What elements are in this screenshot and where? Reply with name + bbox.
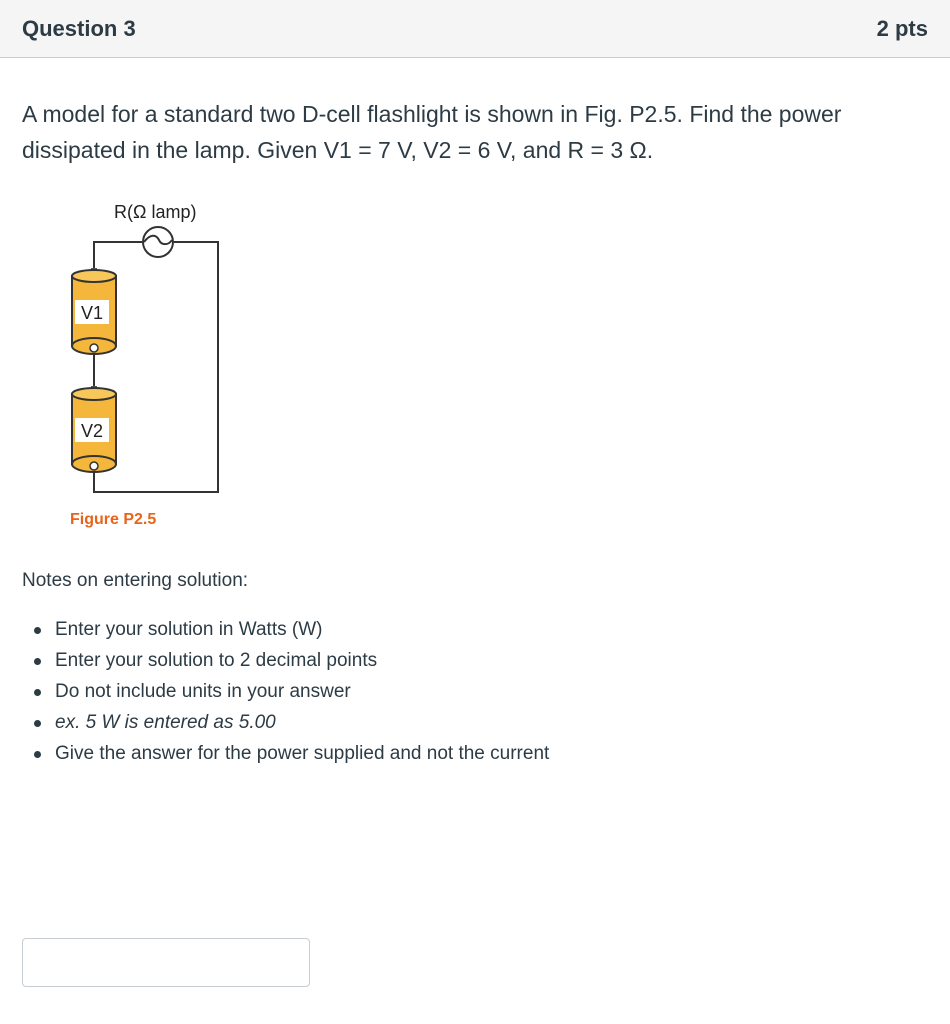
battery-v2-label: V2 [81, 421, 104, 441]
figure-caption: Figure P2.5 [70, 511, 157, 528]
list-item [22, 738, 549, 769]
prompt-line-2: dissipated in the lamp. Given V1 = 7 V, V2 = 6 V, and R = 3 Ω. [22, 137, 654, 163]
note-text: Enter your solution in Watts (W) [55, 619, 323, 640]
notes-list [22, 614, 549, 769]
question-prompt [22, 96, 902, 168]
question-points: 2 pts [876, 16, 928, 41]
notes-title: Notes on entering solution: [22, 570, 249, 591]
note-text: ex. 5 W is entered as 5.00 [55, 712, 276, 733]
answer-input[interactable] [22, 938, 310, 987]
battery-v1-label: V1 [81, 303, 104, 323]
question-header [0, 0, 950, 58]
prompt-line-1: A model for a standard two D-cell flashlight is shown in Fig. P2.5. Find the power [22, 101, 842, 127]
note-text: Enter your solution to 2 decimal points [55, 650, 378, 671]
battery-v2 [72, 386, 116, 472]
note-text: Give the answer for the power supplied and not the current [55, 743, 550, 764]
resistor-label: R(Ω lamp) [114, 202, 197, 222]
circuit-diagram [60, 196, 240, 536]
list-item [22, 614, 549, 645]
list-item [22, 676, 549, 707]
circuit-figure [60, 196, 240, 536]
list-item [22, 645, 549, 676]
note-text: Do not include units in your answer [55, 681, 351, 702]
list-item [22, 707, 549, 738]
lamp-icon [143, 227, 173, 257]
battery-v1 [72, 268, 116, 354]
question-title: Question 3 [22, 16, 136, 41]
